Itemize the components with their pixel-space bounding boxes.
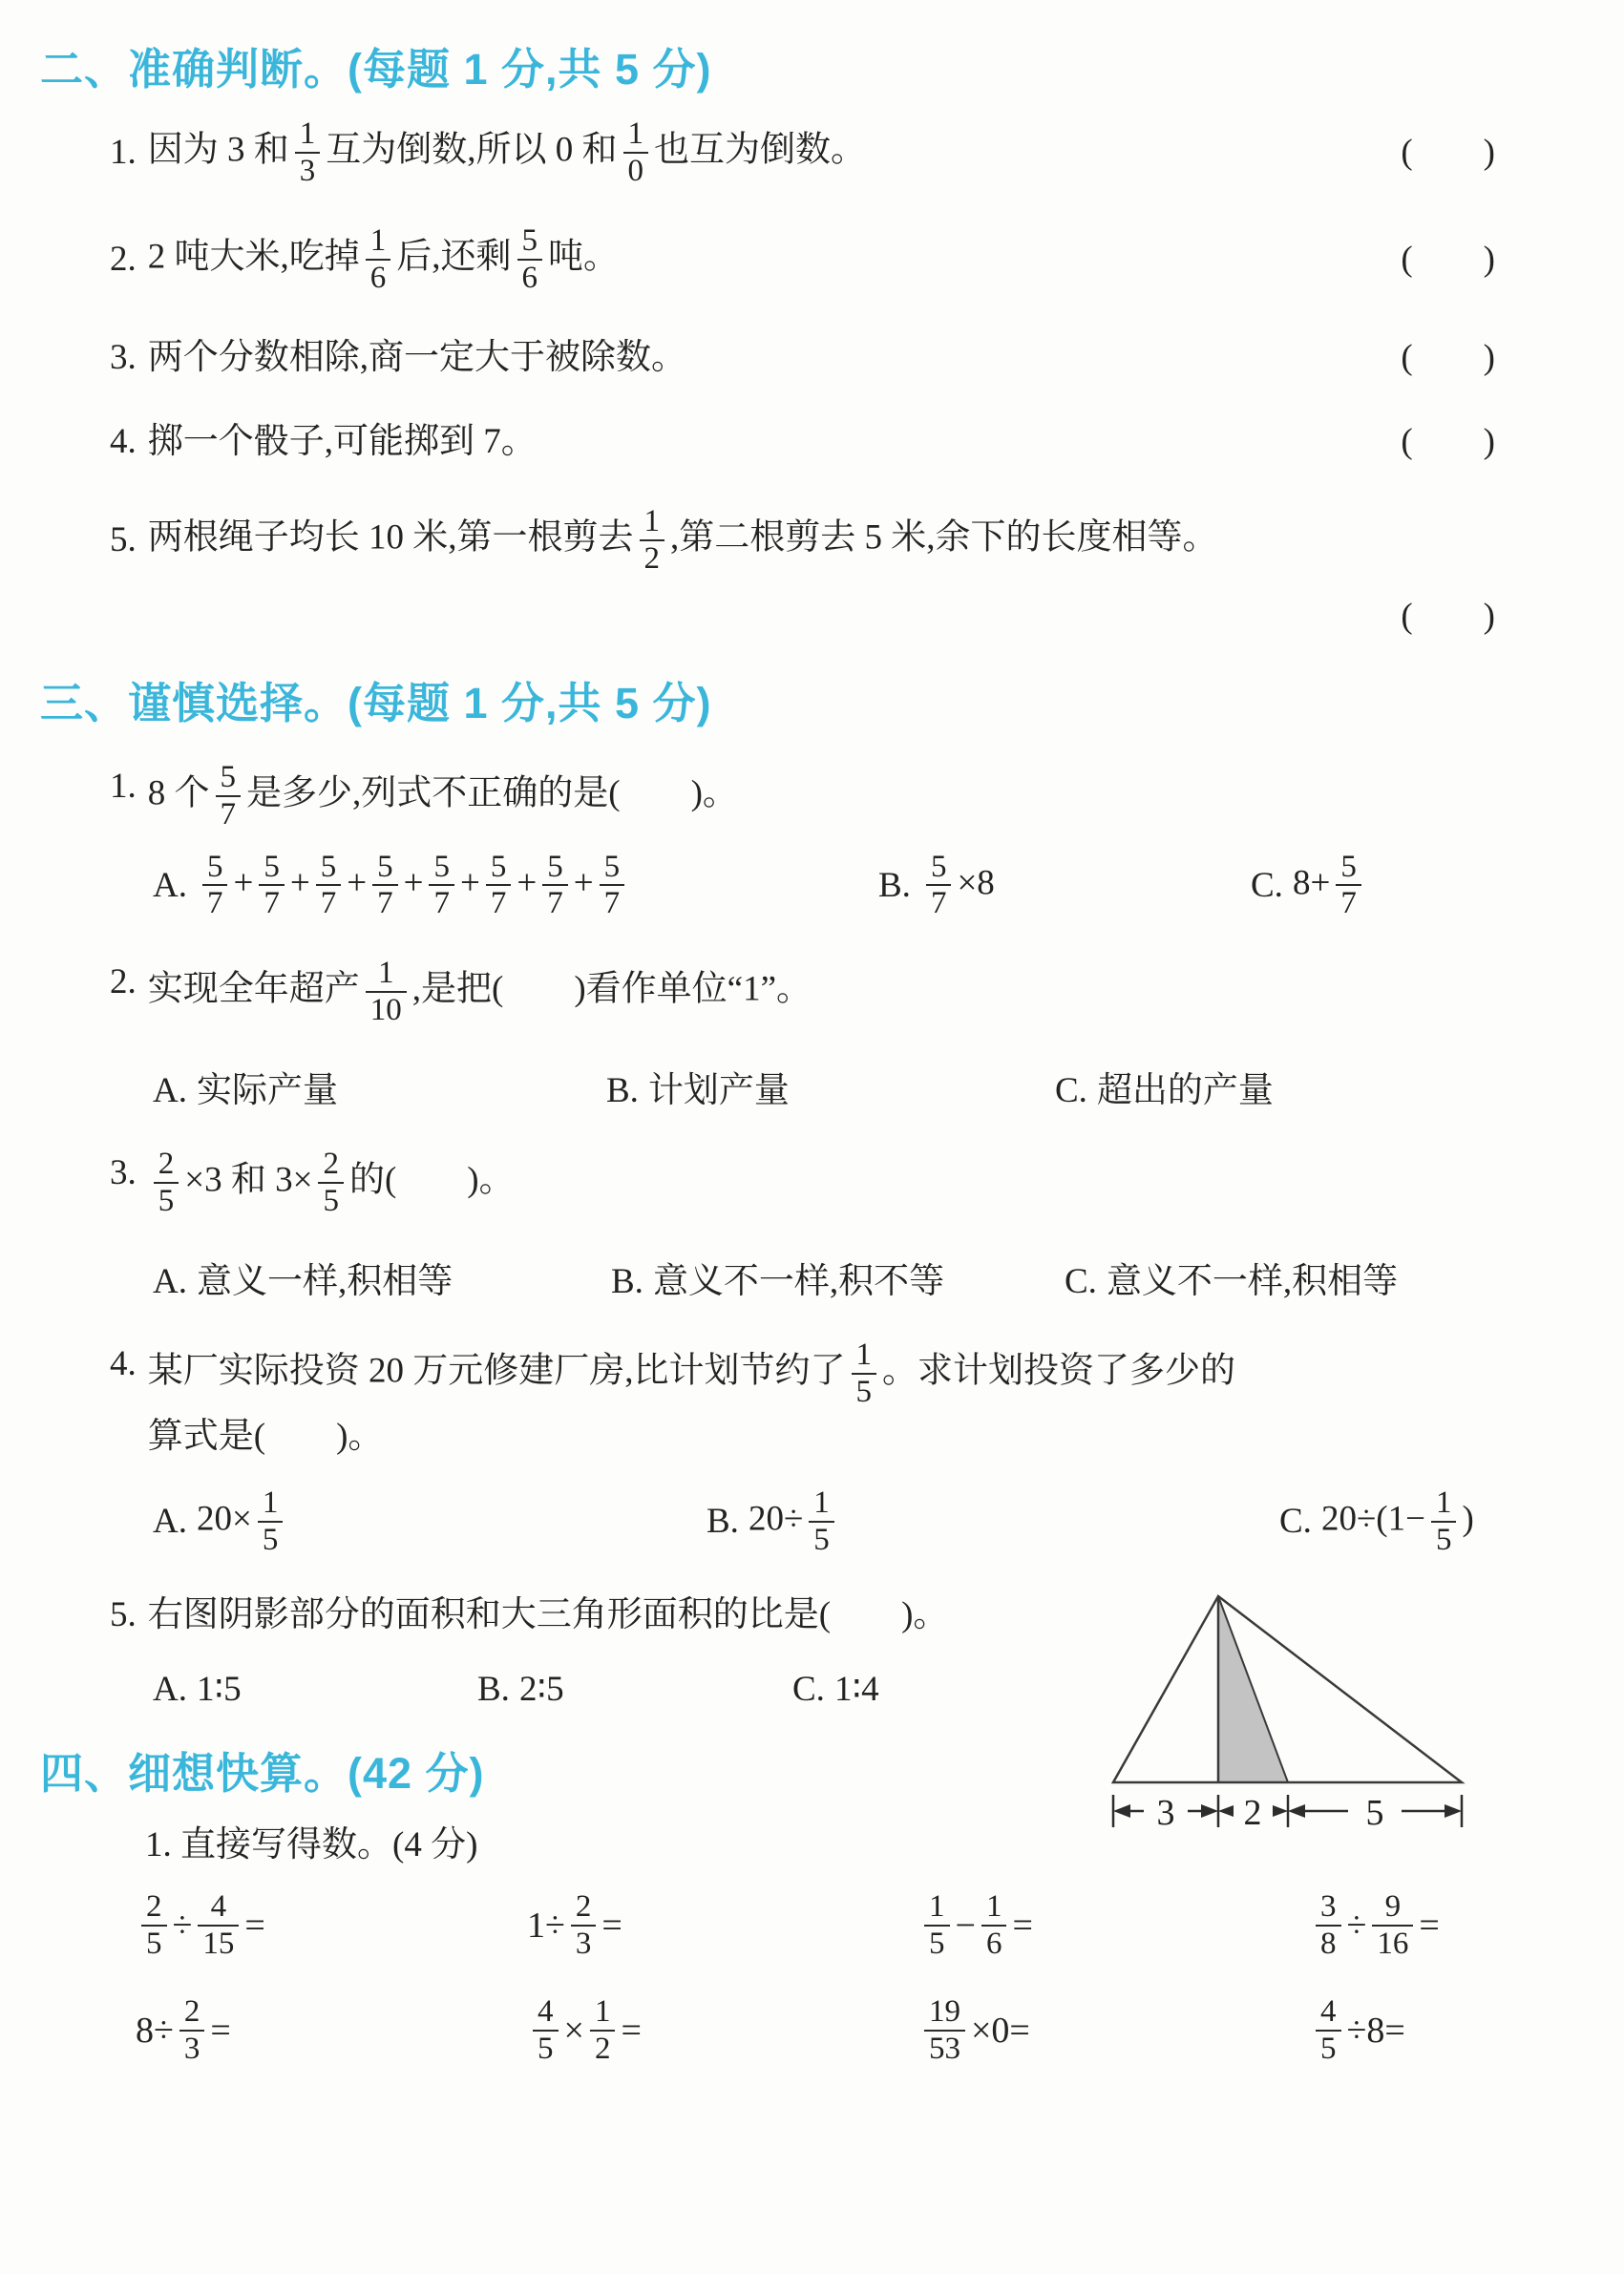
- fraction: $\frac{4}{5}$: [1316, 1994, 1341, 2067]
- calc-item-1-4[interactable]: $\frac{3}{8}$ ÷ $\frac{9}{16}$ =: [1310, 1889, 1495, 1962]
- question-text: 8 个 $\frac{5}{7}$ 是多少,列式不正确的是( )。: [147, 759, 738, 832]
- option-text: 计划产量: [647, 1071, 790, 1111]
- options-row: [40, 1485, 1495, 1558]
- option-text: 意义不一样,积不等: [652, 1262, 945, 1302]
- option-label: B.: [477, 1669, 510, 1709]
- option-label: B.: [611, 1262, 643, 1302]
- fraction: $\frac{2}{5}$: [318, 1147, 344, 1219]
- fraction: $\frac{2}{3}$: [179, 1994, 205, 2067]
- choice-question-2: [40, 956, 1495, 1116]
- option-label: B.: [707, 1502, 739, 1542]
- choice-question-1: [40, 760, 1495, 922]
- option-c[interactable]: [1065, 1257, 1398, 1307]
- fraction: $\frac{9}{16}$: [1372, 1889, 1413, 1962]
- judge-question-4: [40, 418, 1495, 466]
- question-number: 5.: [110, 1595, 137, 1635]
- option-label: A.: [153, 1502, 187, 1542]
- fraction: $\frac{4}{15}$: [198, 1889, 239, 1962]
- fraction: $\frac{1}{5}$: [1431, 1485, 1457, 1558]
- option-label: B.: [606, 1071, 639, 1111]
- fraction: $\frac{5}{7}$: [202, 850, 228, 922]
- question-text: 两个分数相除,商一定大于被除数。: [147, 337, 686, 377]
- option-c[interactable]: [1251, 850, 1367, 922]
- question-text: 掷一个骰子,可能掷到 7。: [147, 421, 537, 461]
- options-row: [40, 850, 1495, 922]
- options-row: [40, 1257, 1495, 1307]
- question-text: $\frac{2}{5}$ ×3 和 3× $\frac{2}{5}$ 的( )。: [148, 1147, 1495, 1219]
- option-label: C.: [792, 1669, 825, 1709]
- choice-question-4: [40, 1338, 1495, 1558]
- option-label: C.: [1279, 1502, 1312, 1542]
- calc-item-2-4[interactable]: $\frac{4}{5}$ ÷8=: [1310, 1994, 1495, 2067]
- dimension-label-2: 2: [1243, 1793, 1262, 1834]
- fraction: $\frac{2}{5}$: [154, 1147, 179, 1219]
- fraction: $\frac{1}{5}$: [809, 1485, 834, 1558]
- triangle-diagram: [1104, 1577, 1552, 1864]
- section-calc-title: 四、细想快算。(42 分): [40, 1749, 485, 1799]
- fraction: $\frac{5}{7}$: [316, 850, 342, 922]
- question-text: 某厂实际投资 20 万元修建厂房,比计划节约了 $\frac{1}{5}$ 。求计划投资了多少的 算式是( )。: [147, 1337, 1235, 1456]
- option-b[interactable]: [611, 1257, 1065, 1307]
- option-text: 20× $\frac{1}{5}$: [197, 1485, 288, 1558]
- calc-item-2-3[interactable]: $\frac{19}{53}$ ×0=: [918, 1994, 1310, 2067]
- judge-question-2: [40, 223, 1495, 296]
- fraction: $\frac{5}{7}$: [429, 850, 454, 922]
- option-text: 实际产量: [196, 1071, 338, 1111]
- option-a[interactable]: [153, 1066, 606, 1116]
- fraction: $\frac{2}{5}$: [141, 1889, 167, 1962]
- calc-item-1-3[interactable]: $\frac{1}{5}$ − $\frac{1}{6}$ =: [918, 1889, 1310, 1962]
- fraction: $\frac{19}{53}$: [924, 1994, 965, 2067]
- question-number: 4.: [110, 421, 137, 461]
- fraction: $\frac{1}{2}$: [590, 1994, 616, 2067]
- calc-subheading: 1. 直接写得数。(4 分): [145, 1825, 478, 1865]
- option-b[interactable]: [606, 1066, 1055, 1116]
- question-text: 两根绳子均长 10 米,第一根剪去 $\frac{1}{2}$ ,第二根剪去 5 米,余下的长度相等。: [147, 503, 1218, 576]
- option-b[interactable]: [477, 1665, 792, 1715]
- question-text: 右图阴影部分的面积和大三角形面积的比是( )。: [147, 1595, 949, 1635]
- question-text: 因为 3 和 $\frac{1}{3}$ 互为倒数,所以 0 和 $\frac{1}{0}$ 也互为倒数。: [147, 116, 866, 188]
- fraction: $\frac{1}{0}$: [623, 116, 649, 189]
- option-text: 2∶5: [518, 1669, 564, 1709]
- question-number: 5.: [110, 519, 137, 559]
- calc-row-2: [40, 1994, 1495, 2067]
- option-text: 20÷(1− $\frac{1}{5}$ ): [1320, 1485, 1474, 1558]
- option-b[interactable]: [878, 850, 1251, 922]
- option-label: C.: [1065, 1262, 1097, 1302]
- option-label: C.: [1055, 1071, 1087, 1111]
- judge-question-5-answer-row: [40, 586, 1495, 638]
- calc-item-2-2[interactable]: $\frac{4}{5}$ × $\frac{1}{2}$ =: [527, 1994, 918, 2067]
- fraction: $\frac{1}{10}$: [366, 956, 407, 1028]
- answer-blank-parens[interactable]: ( ): [1401, 596, 1495, 636]
- fraction: $\frac{1}{6}$: [981, 1889, 1007, 1962]
- fraction: $\frac{5}{7}$: [372, 850, 398, 922]
- option-label: C.: [1251, 865, 1283, 905]
- fraction: $\frac{5}{6}$: [517, 223, 543, 296]
- question-number: 1.: [110, 132, 137, 172]
- fraction: $\frac{1}{3}$: [295, 116, 321, 189]
- option-text: 20÷ $\frac{1}{5}$: [749, 1485, 840, 1558]
- section-judge-title: 二、准确判断。(每题 1 分,共 5 分): [40, 45, 712, 94]
- question-number: 4.: [110, 1343, 137, 1383]
- fraction: $\frac{1}{6}$: [366, 223, 391, 296]
- fraction: $\frac{1}{5}$: [852, 1338, 877, 1410]
- option-text: $\frac{5}{7}$ + $\frac{5}{7}$ + $\frac{5}{7}$ + $\frac{5}{7}$ + $\frac{5}{7}$ + $\frac{5}{7}$ + $\frac{5}{7}$ + $\frac{5}{7}$: [197, 850, 630, 922]
- option-a[interactable]: [153, 1485, 707, 1558]
- calc-item-1-1[interactable]: $\frac{2}{5}$ ÷ $\frac{4}{15}$ =: [136, 1889, 527, 1962]
- calc-item-2-1[interactable]: 8÷ $\frac{2}{3}$ =: [136, 1994, 231, 2067]
- judge-question-5: [40, 504, 1495, 577]
- question-number: 1.: [110, 766, 137, 806]
- fraction: $\frac{1}{2}$: [640, 504, 665, 577]
- fraction: $\frac{5}{7}$: [216, 760, 242, 832]
- option-text: 1∶4: [833, 1669, 879, 1709]
- fraction: $\frac{2}{3}$: [571, 1889, 597, 1962]
- dimension-label-3: 3: [1156, 1793, 1175, 1834]
- answer-blank-parens[interactable]: ( ): [1401, 132, 1495, 172]
- option-text: 意义一样,积相等: [196, 1262, 453, 1302]
- fraction: $\frac{5}{7}$: [259, 850, 285, 922]
- option-c[interactable]: [1055, 1066, 1274, 1116]
- judge-question-3: [40, 334, 1495, 382]
- option-label: A.: [153, 1071, 187, 1111]
- option-a[interactable]: [153, 850, 878, 922]
- fraction: $\frac{5}{7}$: [486, 850, 512, 922]
- dimension-label-5: 5: [1365, 1793, 1384, 1834]
- fraction: $\frac{5}{7}$: [926, 850, 952, 922]
- option-a[interactable]: [153, 1665, 477, 1715]
- fraction: $\frac{5}{7}$: [600, 850, 625, 922]
- fraction: $\frac{3}{8}$: [1316, 1889, 1341, 1962]
- choice-question-3: [40, 1147, 1495, 1307]
- fraction: $\frac{4}{5}$: [533, 1994, 559, 2067]
- option-text: 1∶5: [196, 1669, 242, 1709]
- answer-blank-parens[interactable]: ( ): [1401, 421, 1495, 461]
- options-row: [40, 1066, 1495, 1116]
- section-choice-title: 三、谨慎选择。(每题 1 分,共 5 分): [40, 678, 712, 727]
- option-b[interactable]: [707, 1485, 1279, 1558]
- option-label: A.: [153, 1669, 187, 1709]
- option-a[interactable]: [153, 1257, 611, 1307]
- option-label: A.: [153, 1262, 187, 1302]
- judge-question-1: [40, 116, 1495, 189]
- large-triangle: [1113, 1596, 1462, 1782]
- calc-row-1: [40, 1889, 1495, 1962]
- option-c[interactable]: [792, 1665, 879, 1715]
- answer-blank-parens[interactable]: ( ): [1401, 337, 1495, 377]
- option-text: 意义不一样,积相等: [1106, 1262, 1399, 1302]
- question-number: 3.: [110, 337, 137, 377]
- option-label: B.: [878, 865, 911, 905]
- option-text: 超出的产量: [1096, 1071, 1274, 1111]
- question-number: 2.: [110, 962, 137, 1002]
- fraction: $\frac{1}{5}$: [924, 1889, 950, 1962]
- option-label: A.: [153, 865, 187, 905]
- answer-blank-parens[interactable]: ( ): [1401, 239, 1495, 279]
- fraction: $\frac{1}{5}$: [258, 1485, 284, 1558]
- question-text: 实现全年超产 $\frac{1}{10}$ ,是把( )看作单位“1”。: [147, 956, 812, 1028]
- fraction: $\frac{5}{7}$: [1336, 850, 1361, 922]
- option-c[interactable]: [1279, 1485, 1474, 1558]
- option-text: 8+ $\frac{5}{7}$: [1293, 850, 1367, 922]
- question-number: 2.: [110, 239, 137, 279]
- fraction: $\frac{5}{7}$: [542, 850, 568, 922]
- question-number: 3.: [110, 1153, 137, 1193]
- option-text: $\frac{5}{7}$ ×8: [920, 850, 995, 922]
- question-text: 2 吨大米,吃掉 $\frac{1}{6}$ 后,还剩 $\frac{5}{6}$ 吨。: [147, 222, 619, 295]
- calc-item-1-2[interactable]: 1÷ $\frac{2}{3}$ =: [527, 1889, 622, 1962]
